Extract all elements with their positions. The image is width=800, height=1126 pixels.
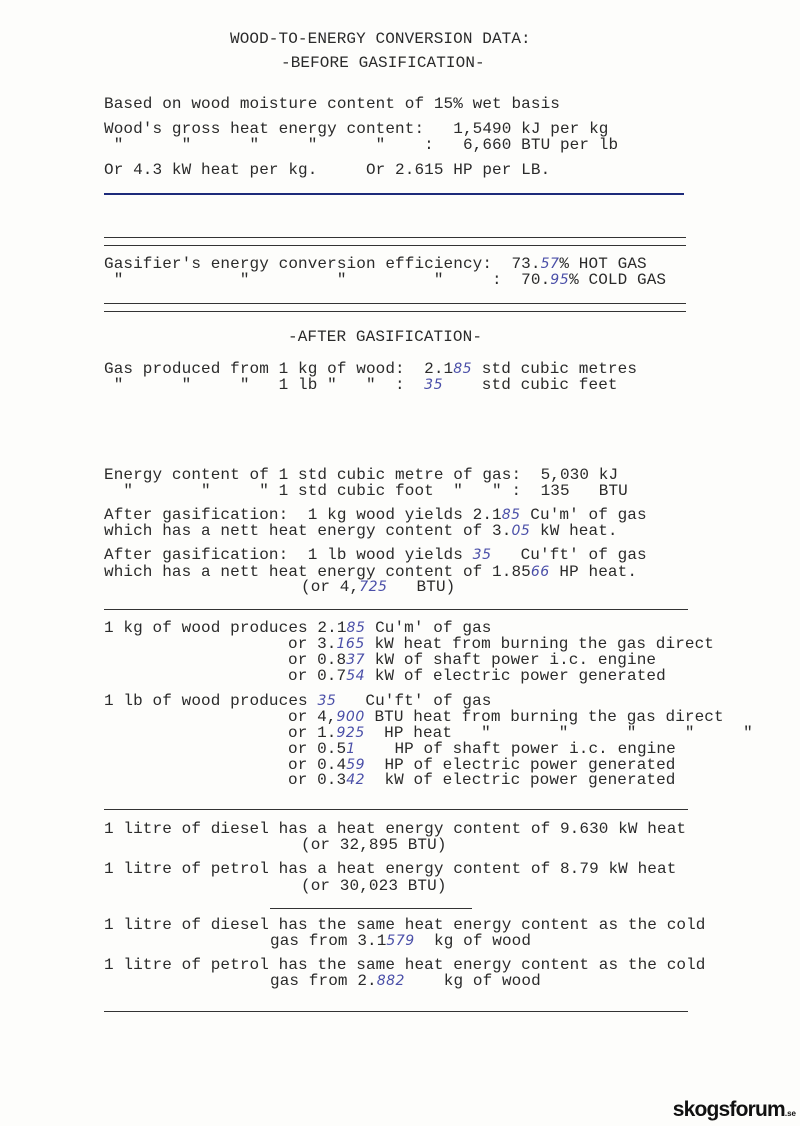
handwritten-value: 900 (336, 709, 365, 725)
text-line (104, 137, 618, 153)
text-line (301, 837, 447, 853)
text-line (104, 507, 647, 523)
handwritten-value: 95 (550, 272, 570, 288)
handwritten-value: 35 (317, 693, 337, 709)
typed-text: which has a nett heat energy content of 3. (104, 522, 512, 540)
typed-text: Energy content of 1 std cubic metre of gas: 5,030 kJ (104, 466, 619, 484)
divider-rule (104, 237, 686, 238)
typed-text: kg of wood (404, 972, 541, 990)
text-line (288, 725, 753, 741)
text-line (104, 693, 492, 709)
typed-text: kW heat. (530, 522, 618, 540)
text-line (104, 620, 492, 636)
text-line (104, 564, 637, 580)
text-line (104, 377, 618, 393)
handwritten-value: 85 (346, 620, 366, 636)
text-line (104, 467, 618, 483)
handwritten-value: 85 (453, 361, 473, 377)
text-line (288, 668, 666, 684)
typed-text: or 0.5 (288, 740, 347, 758)
handwritten-value: 882 (376, 973, 405, 989)
typed-text: HP of shaft power i.c. engine (355, 740, 676, 758)
handwritten-value: 1 (346, 741, 356, 757)
handwritten-value: 35 (424, 377, 443, 393)
text-line (270, 933, 531, 949)
typed-text: -BEFORE GASIFICATION- (281, 54, 485, 72)
text-line (104, 547, 647, 563)
text-line (301, 878, 447, 894)
typed-text: " " " " : 70. (104, 271, 551, 289)
watermark-suffix: .se (784, 1109, 796, 1118)
typed-text: std cubic feet (442, 376, 618, 394)
typed-text: gas from 3.1 (270, 932, 387, 950)
typed-text: Cu'ft' of gas (336, 692, 492, 710)
typed-text: or 0.4 (288, 756, 347, 774)
typed-text: BTU heat from burning the gas direct (364, 708, 724, 726)
typed-text: 1 lb of wood produces (104, 692, 318, 710)
text-line (104, 256, 647, 272)
section-heading (288, 329, 482, 345)
typed-text: kW heat from burning the gas direct (364, 635, 715, 653)
divider-rule (104, 311, 686, 312)
handwritten-value: 05 (511, 523, 531, 539)
text-line (104, 821, 686, 837)
watermark-name: skogsforum (672, 1098, 785, 1121)
handwritten-value: 165 (336, 636, 365, 652)
handwritten-value: 579 (386, 933, 415, 949)
text-line (104, 523, 618, 539)
text-line (104, 361, 637, 377)
typed-text: HP of electric power generated (365, 756, 676, 774)
divider-rule (104, 609, 688, 610)
typed-text: kW of electric power generated (365, 771, 676, 789)
text-line (104, 957, 706, 973)
typed-text: % COLD GAS (569, 271, 667, 289)
typed-text: Cu'm' of gas (520, 506, 647, 524)
typed-text: -AFTER GASIFICATION- (288, 328, 483, 346)
text-line (270, 973, 541, 989)
divider-rule (104, 193, 684, 195)
typed-text: Cu'm' of gas (365, 619, 492, 637)
typed-text: (or 32,895 BTU) (301, 836, 447, 854)
text-line (104, 917, 706, 933)
typed-text: 1 litre of petrol has the same heat energy content as the cold (104, 956, 706, 974)
typed-text: " " " 1 lb " " : (104, 376, 425, 394)
typed-text: or 3. (288, 635, 337, 653)
typed-text: % HOT GAS (559, 255, 647, 273)
typed-text: kW of electric power generated (365, 667, 666, 685)
typed-text: " " " " " : 6,660 BTU per lb (104, 136, 619, 154)
divider-rule (104, 245, 686, 246)
typed-text: 1 litre of diesel has a heat energy content of 9.630 kW heat (104, 820, 687, 838)
handwritten-value: 85 (501, 507, 521, 523)
handwritten-value: 725 (359, 579, 388, 595)
handwritten-value: 59 (346, 757, 366, 773)
typed-text: Wood's gross heat energy content: 1,5490 kJ per kg (104, 120, 609, 138)
typed-text: kg of wood (414, 932, 532, 950)
typed-text: gas from 2. (270, 972, 377, 990)
divider-rule (104, 809, 688, 810)
typed-text: BTU) (387, 578, 456, 596)
text-line (104, 96, 560, 112)
typed-text: HP heat " " " " " (364, 724, 753, 742)
handwritten-value: 57 (540, 256, 560, 272)
typed-text: WOOD-TO-ENERGY CONVERSION DATA: (230, 30, 531, 48)
typed-text: 1 litre of diesel has the same heat energy content as the cold (104, 916, 706, 934)
text-line (288, 636, 714, 652)
section-heading (281, 55, 485, 71)
text-line (104, 483, 628, 499)
divider-rule (104, 1011, 688, 1012)
typed-text: std cubic metres (472, 360, 638, 378)
typed-text: Gasifier's energy conversion efficiency: 73. (104, 255, 541, 273)
divider-rule (104, 303, 686, 304)
typed-text: After gasification: 1 lb wood yields (104, 546, 473, 564)
typed-text: Gas produced from 1 kg of wood: 2.1 (104, 360, 454, 378)
handwritten-value: 54 (346, 668, 366, 684)
typed-text: or 1. (288, 724, 337, 742)
typed-text: After gasification: 1 kg wood yields 2.1 (104, 506, 502, 524)
handwritten-value: 37 (346, 652, 366, 668)
typed-text: HP heat. (549, 563, 638, 581)
divider-rule (270, 908, 472, 909)
text-line (104, 272, 666, 288)
text-line (288, 709, 724, 725)
section-heading (230, 31, 531, 47)
handwritten-value: 66 (530, 564, 550, 580)
text-line (104, 162, 550, 178)
text-line (104, 121, 608, 137)
typed-text: " " " 1 std cubic foot " " : 135 BTU (104, 482, 628, 500)
typed-text: Cu'ft' of gas (491, 546, 647, 564)
handwritten-value: 925 (336, 725, 365, 741)
handwritten-value: 42 (346, 772, 366, 788)
handwritten-value: 35 (472, 547, 492, 563)
watermark-logo (673, 1098, 796, 1122)
typed-text: (or 4, (301, 578, 360, 596)
typed-text: (or 30,023 BTU) (301, 877, 447, 895)
text-line (288, 652, 656, 668)
typed-text: kW of shaft power i.c. engine (365, 651, 657, 669)
text-line (104, 861, 676, 877)
text-line (288, 772, 676, 788)
typed-text: 1 litre of petrol has a heat energy content of 8.79 kW heat (104, 860, 677, 878)
typed-text: or 0.7 (288, 667, 347, 685)
typed-text: Or 4.3 kW heat per kg. Or 2.615 HP per LB. (104, 161, 551, 179)
typed-text: Based on wood moisture content of 15% wet basis (104, 95, 560, 113)
typed-text: or 0.3 (288, 771, 347, 789)
typed-text: or 0.8 (288, 651, 347, 669)
typed-text: 1 kg of wood produces 2.1 (104, 619, 347, 637)
typed-text: which has a nett heat energy content of 1.85 (104, 563, 531, 581)
typed-text: or 4, (288, 708, 337, 726)
text-line (288, 741, 676, 757)
text-line (301, 579, 455, 595)
